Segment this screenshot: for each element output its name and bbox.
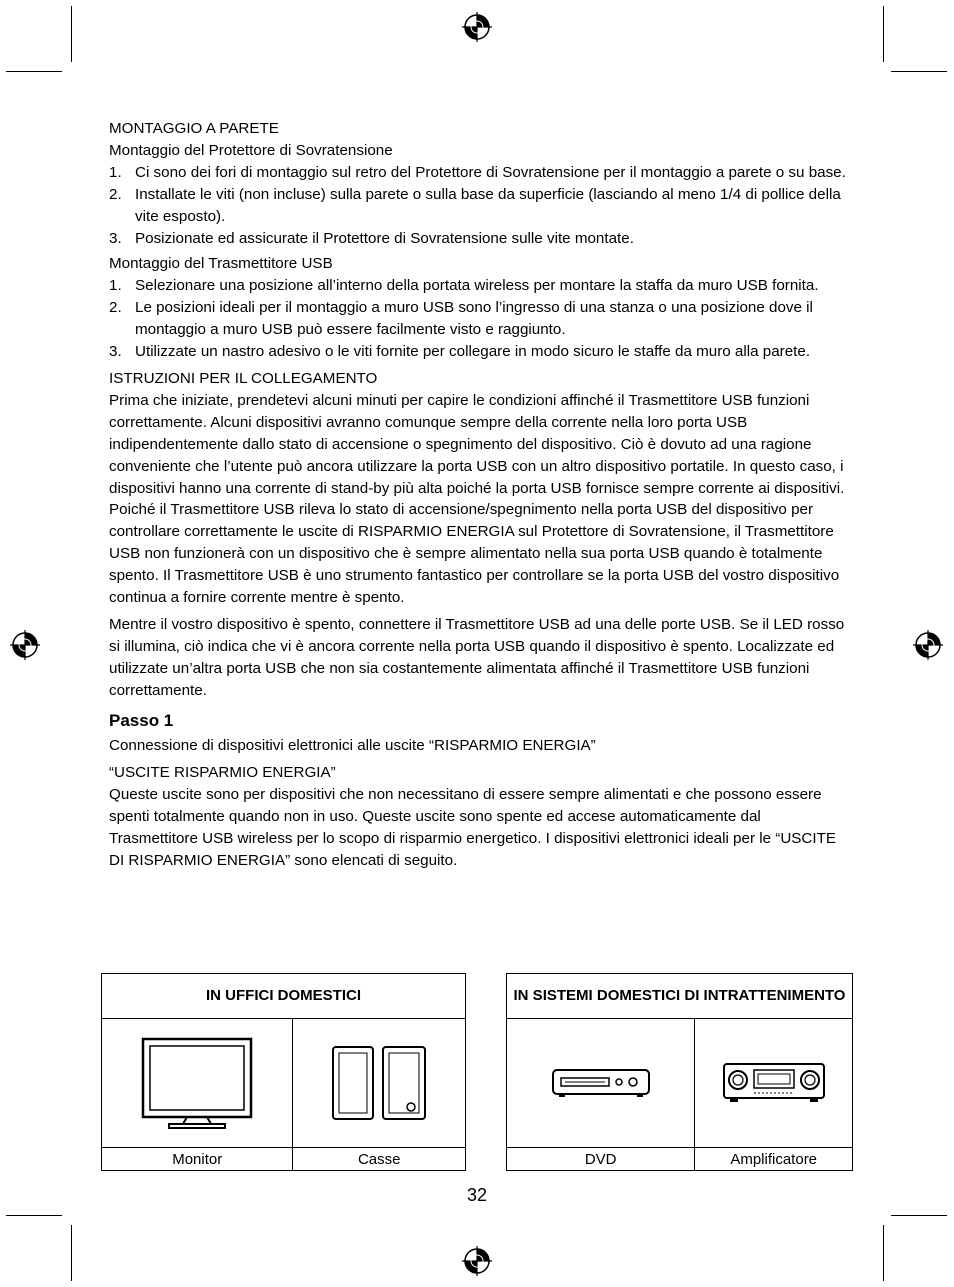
- device-label: Casse: [293, 1148, 466, 1171]
- document-body: [109, 118, 849, 872]
- usb-steps-list: [109, 275, 849, 363]
- device-label: Amplificatore: [695, 1148, 853, 1171]
- crop-mark: [71, 1225, 72, 1281]
- device-label: Monitor: [102, 1148, 293, 1171]
- list-item: 2. Le posizioni ideali per il montaggio a muro USB sono l’ingresso di una stanza o una posizione dove il montaggio a muro USB può essere facilmente visto e raggiunto.: [109, 299, 813, 339]
- table-header: IN SISTEMI DOMESTICI DI INTRATTENIMENTO: [507, 974, 853, 1019]
- crop-mark: [883, 6, 884, 62]
- list-item: 3. Posizionate ed assicurate il Protettore di Sovratensione sulle vite montate.: [109, 229, 634, 247]
- registration-mark-icon: [913, 630, 943, 660]
- dvd-player-icon: [551, 1067, 651, 1099]
- device-label: DVD: [507, 1148, 695, 1171]
- page-number: 32: [466, 1185, 488, 1205]
- crop-mark: [891, 1215, 947, 1216]
- step-heading: Passo 1: [109, 710, 174, 730]
- list-item: 3. Utilizzate un nastro adesivo o le viti fornite per collegare in modo sicuro le staffe da muro alla parete.: [109, 343, 811, 361]
- list-item: 1. Ci sono dei fori di montaggio sul retro del Protettore di Sovratensione per il montaggio a parete o su base.: [109, 163, 846, 181]
- registration-mark-icon: [462, 1246, 492, 1276]
- monitor-cell: [102, 1019, 293, 1148]
- table-header: IN UFFICI DOMESTICI: [102, 974, 466, 1019]
- outlets-title: “USCITE RISPARMIO ENERGIA”: [109, 764, 336, 782]
- crop-mark: [6, 71, 62, 72]
- surge-steps-list: [109, 162, 849, 250]
- step-subtitle: Connessione di dispositivi elettronici alle uscite “RISPARMIO ENERGIA”: [109, 737, 596, 755]
- dvd-cell: [507, 1019, 695, 1148]
- wall-mount-title: MONTAGGIO A PARETE: [109, 120, 279, 137]
- registration-mark-icon: [10, 630, 40, 660]
- amplifier-cell: [695, 1019, 853, 1148]
- monitor-icon: [139, 1036, 255, 1130]
- connection-paragraph: Mentre il vostro dispositivo è spento, connettere il Trasmettitore USB ad una delle porte USB. Se il LED rosso si illumina, ciò indica che vi è ancora corrente nella porta USB quando il dispositivo è spento. Localizzate ed utilizzate un’altra porta USB che non sia costantemente alimentata affinché il Trasmettitore USB funzioni correttamente.: [109, 615, 845, 699]
- list-item: 1. Selezionare una posizione all’interno della portata wireless per montare la staffa da muro USB fornita.: [109, 277, 819, 295]
- registration-mark-icon: [462, 12, 492, 42]
- surge-mount-title: Montaggio del Protettore di Sovratensione: [109, 141, 393, 159]
- connection-title: ISTRUZIONI PER IL COLLEGAMENTO: [109, 369, 378, 387]
- crop-mark: [883, 1225, 884, 1281]
- amplifier-icon: [722, 1060, 826, 1106]
- home-entertainment-table: [506, 973, 853, 1171]
- speakers-cell: [293, 1019, 466, 1148]
- home-office-table: [101, 973, 466, 1171]
- list-item: 2. Installate le viti (non incluse) sulla parete o sulla base da superficie (lasciando al meno 1/4 di pollice della vite esposto).: [109, 185, 841, 225]
- connection-paragraph: Prima che iniziate, prendetevi alcuni minuti per capire le condizioni affinché il Trasmettitore USB funzioni correttamente. Alcuni dispositivi avranno comunque sempre della corrente nella loro porta USB indipendentemente dallo stato di accensione o spegnimento del dispositivo. Ciò è dovuto ad una ragione conveniente che l’utente può ancora utilizzare la porta USB con un altro dispositivo portatile. In questo caso, i dispositivi hanno una corrente di stand-by più alta poiché la porta USB fornisce sempre corrente ai dispositivi. Poiché il Trasmettitore USB rileva lo stato di accensione/spegnimento nella porta USB del dispositivo per controllare correttamente le uscite di RISPARMIO ENERGIA sul Protettore di Sovratensione, il Trasmettitore USB non funzionerà con un dispositivo che è sempre alimentato nella sua porta USB quando è totalmente spento. Il Trasmettitore USB è uno strumento fantastico per controllare se la porta USB del vostro dispositivo continua a fornire corrente mentre è spento.: [109, 391, 845, 607]
- crop-mark: [891, 71, 947, 72]
- outlets-paragraph: Queste uscite sono per dispositivi che non necessitano di essere sempre alimentati e che possono essere spenti totalmente quando non in uso. Queste uscite sono spente ed accese automaticamente dal Trasmettitore USB wireless per lo scopo di risparmio energetico. I dispositivi elettronici ideali per le “USCITE DI RISPARMIO ENERGIA” sono elencati di seguito.: [109, 786, 837, 869]
- crop-mark: [71, 6, 72, 62]
- usb-mount-title: Montaggio del Trasmettitore USB: [109, 255, 333, 273]
- speakers-icon: [329, 1043, 429, 1123]
- crop-mark: [6, 1215, 62, 1216]
